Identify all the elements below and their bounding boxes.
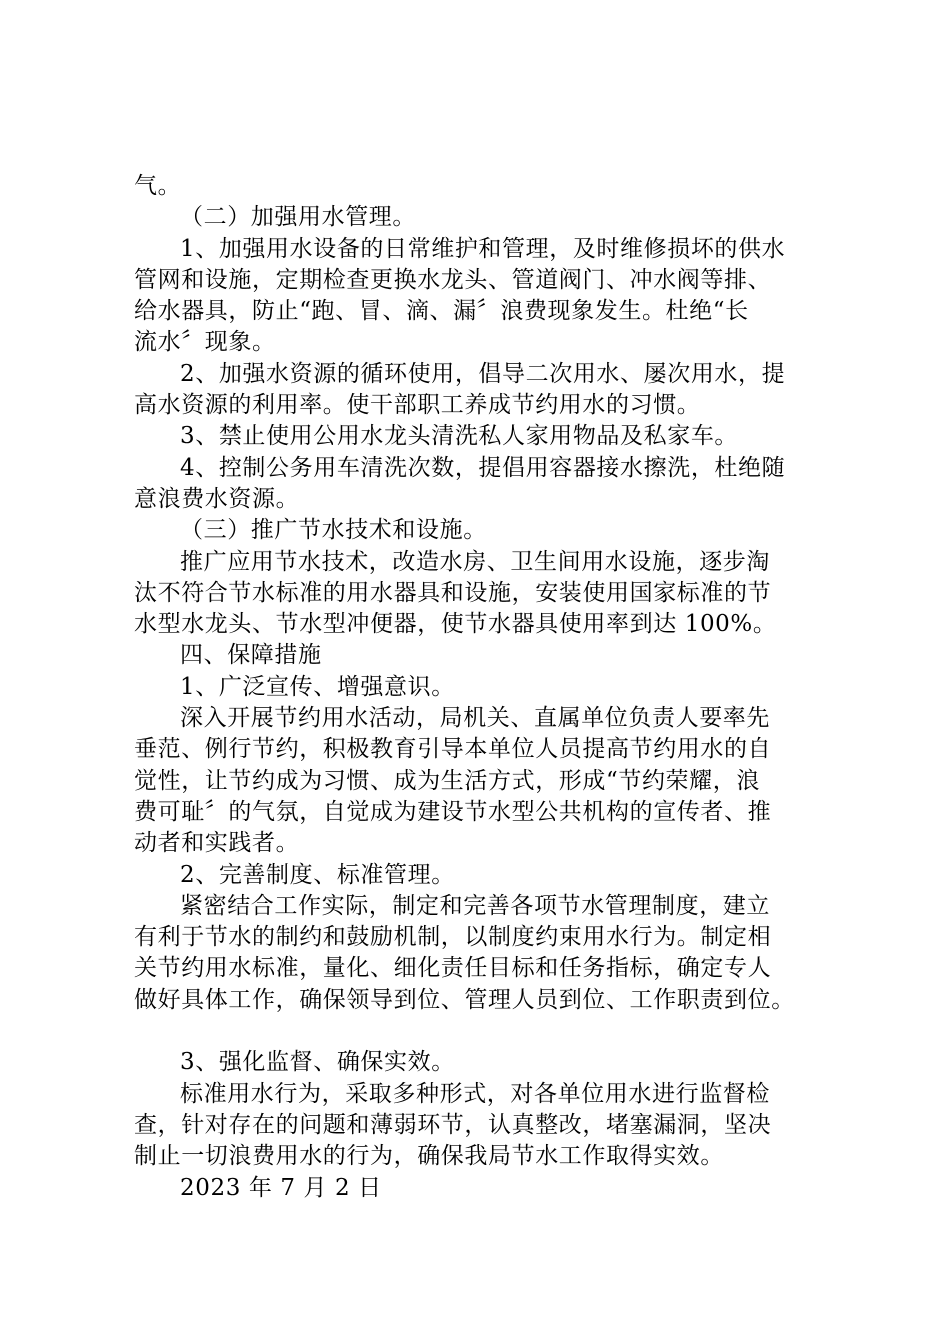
- text-line: 4、控制公务用车清洗次数，提倡用容器接水擦洗，杜绝随: [180, 454, 786, 481]
- section-heading: 四、保障措施: [180, 642, 322, 669]
- text-line: 推广应用节水技术，改造水房、卫生间用水设施，逐步淘: [180, 548, 770, 575]
- text-line: 流水〞现象。: [134, 329, 276, 356]
- section-heading: （三）推广节水技术和设施。: [180, 517, 487, 544]
- blank-line: [134, 1016, 834, 1047]
- subsection-heading: 1、广泛宣传、增强意识。: [180, 673, 455, 700]
- text-line: 标准用水行为，采取多种形式，对各单位用水进行监督检: [180, 1080, 770, 1107]
- text-line: 意浪费水资源。: [134, 485, 300, 512]
- text-line: 高水资源的利用率。使干部职工养成节约用水的习惯。: [134, 392, 701, 419]
- subsection-heading: 2、完善制度、标准管理。: [180, 861, 455, 888]
- text-line: 查，针对存在的问题和薄弱环节，认真整改，堵塞漏洞，坚决: [134, 1111, 772, 1138]
- text-line: 制止一切浪费用水的行为，确保我局节水工作取得实效。: [134, 1143, 724, 1170]
- subsection-heading: 3、强化监督、确保实效。: [180, 1049, 455, 1076]
- text-line: 水型水龙头、节水型冲便器，使节水器具使用率到达 100%。: [134, 611, 777, 638]
- text-line: 管网和设施，定期检查更换水龙头、管道阀门、冲水阀等排、: [134, 266, 772, 293]
- text-line: 觉性，让节约成为习惯、成为生活方式，形成“节约荣耀，浪: [134, 767, 760, 794]
- text-line: 给水器具，防止“跑、冒、滴、漏〞浪费现象发生。杜绝“长: [134, 298, 749, 325]
- text-line: 关节约用水标准，量化、细化责任目标和任务指标，确定专人: [134, 955, 772, 982]
- document-date: 2023 年 7 月 2 日: [180, 1174, 382, 1201]
- section-heading: （二）加强用水管理。: [180, 204, 416, 231]
- text-line: 深入开展节约用水活动，局机关、直属单位负责人要率先: [180, 705, 770, 732]
- text-line: 汰不符合节水标准的用水器具和设施，安装使用国家标准的节: [134, 579, 772, 606]
- text-line: 垂范、例行节约，积极教育引导本单位人员提高节约用水的自: [134, 736, 772, 763]
- text-line: 费可耻〞的气氛，自觉成为建设节水型公共机构的宣传者、推: [134, 798, 772, 825]
- text-line: 动者和实践者。: [134, 830, 300, 857]
- text-line: 3、禁止使用公用水龙头清洗私人家用物品及私家车。: [180, 423, 739, 450]
- text-line: 2、加强水资源的循环使用，倡导二次用水、屡次用水，提: [180, 360, 786, 387]
- text-line: 1、加强用水设备的日常维护和管理，及时维修损坏的供水: [180, 235, 786, 262]
- text-line: 有利于节水的制约和鼓励机制，以制度约束用水行为。制定相: [134, 924, 772, 951]
- text-line: 气。: [134, 173, 182, 199]
- text-line: 做好具体工作，确保领导到位、管理人员到位、工作职责到位。: [134, 986, 795, 1013]
- text-line: 紧密结合工作实际，制定和完善各项节水管理制度，建立: [180, 892, 770, 919]
- document-body: [134, 171, 834, 1204]
